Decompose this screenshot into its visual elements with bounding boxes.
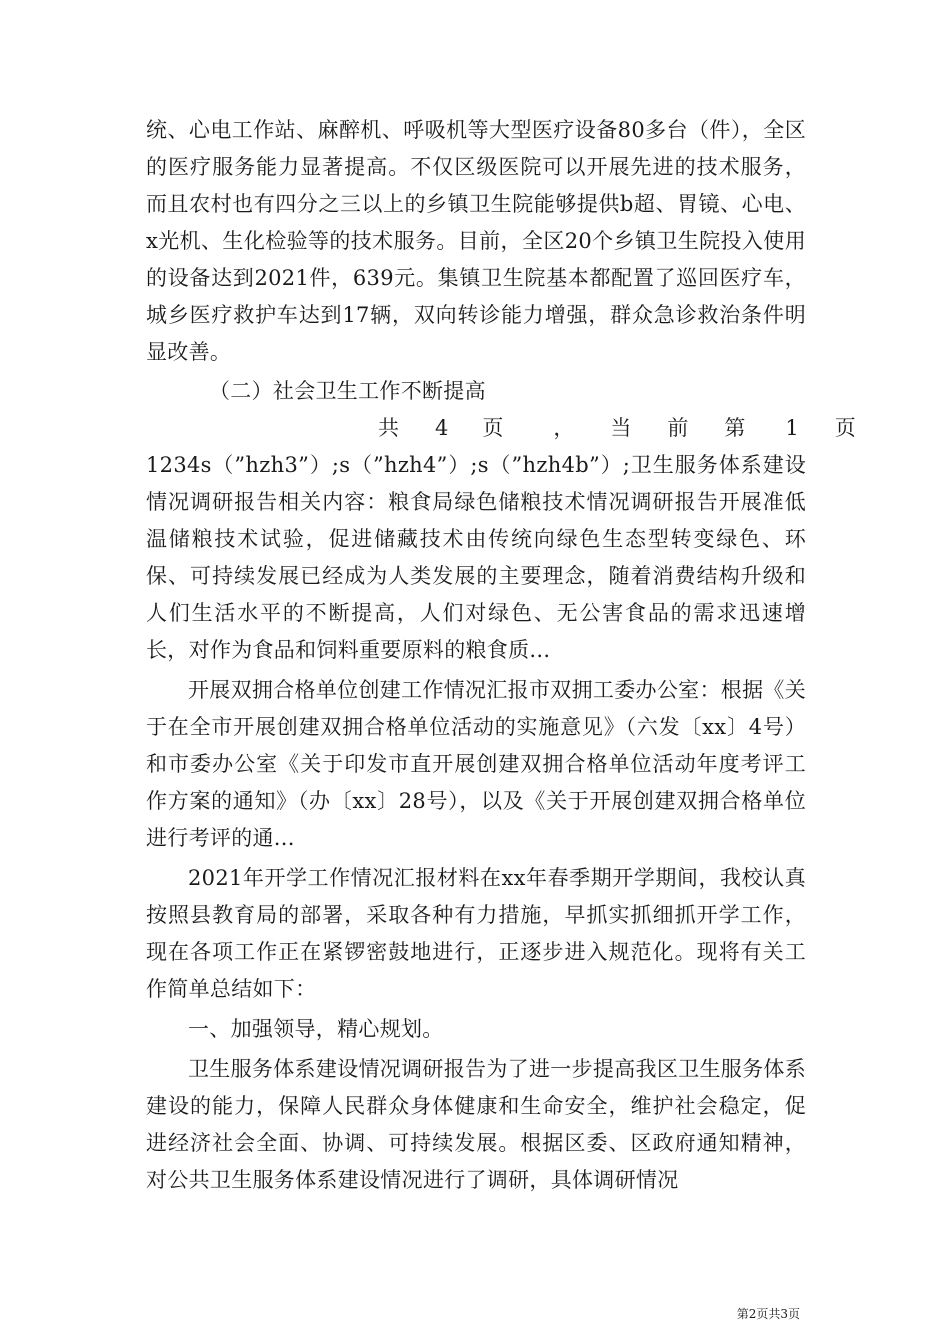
document-body	[146, 112, 856, 1199]
paragraph-school-opening: 2021年开学工作情况汇报材料在xx年春季期开学期间，我校认真按照县教育局的部署，采取各种有力措施，早抓实抓细抓开学工作，现在各项工作正在紧锣密鼓地进行，正逐步进入规范化。现将有关工作简单总结如下：	[146, 866, 806, 1001]
page-footer: 第2页共3页	[736, 1307, 800, 1321]
page-count-dang: 当	[610, 416, 632, 440]
paragraph-double-support: 开展双拥合格单位创建工作情况汇报市双拥工委办公室：根据《关于在全市开展创建双拥合格单位活动的实施意见》（六发〔xx〕4号）和市委办公室《关于印发市直开展创建双拥合格单位活动年度考评工作方案的通知》（办〔xx〕28号），以及《关于开展创建双拥合格单位进行考评的通...	[146, 678, 806, 850]
page-count-ye: 页	[482, 416, 504, 440]
page-count-gong: 共	[378, 416, 399, 440]
page-count-current: 1	[785, 416, 799, 440]
section-heading: （二）社会卫生工作不断提高	[209, 379, 486, 403]
page-count-total: 4	[435, 416, 449, 440]
page-count-di: 第	[724, 416, 746, 440]
paragraph-health-service: 卫生服务体系建设情况调研报告为了进一步提高我区卫生服务体系建设的能力，保障人民群众身体健康和生命安全，维护社会稳定，促进经济社会全面、协调、可持续发展。根据区委、区政府通知精神，对公共卫生服务体系建设情况进行了调研，具体调研情况	[146, 1057, 806, 1192]
page-count-line	[146, 410, 856, 447]
paragraph-equipment: 统、心电工作站、麻醉机、呼吸机等大型医疗设备80多台（件），全区的医疗服务能力显著提高。不仅区级医院可以开展先进的技术服务，而且农村也有四分之三以上的乡镇卫生院能够提供b超、胃镜、心电、x光机、生化检验等的技术服务。目前，全区20个乡镇卫生院投入使用的设备达到2021件，639元。集镇卫生院基本都配置了巡回医疗车，城乡医疗救护车达到17辆，双向转诊能力增强，群众急诊救治条件明显改善。	[146, 118, 806, 364]
page-count-comma: ，	[553, 416, 575, 440]
page-count-qian: 前	[667, 416, 689, 440]
paragraph-grain-report: 1234s（”hzh3”）;s（”hzh4”）;s（”hzh4b”）;卫生服务体系建设情况调研报告相关内容：粮食局绿色储粮技术情况调研报告开展准低温储粮技术试验，促进储藏技术由传统向绿色生态型转变绿色、环保、可持续发展已经成为人类发展的主要理念，随着消费结构升级和人们生活水平的不断提高，人们对绿色、无公害食品的需求迅速增长，对作为食品和饲料重要原料的粮食质...	[146, 453, 806, 662]
paragraph-leadership: 一、加强领导，精心规划。	[188, 1017, 444, 1041]
page-count-ye-2: 页	[834, 416, 856, 440]
